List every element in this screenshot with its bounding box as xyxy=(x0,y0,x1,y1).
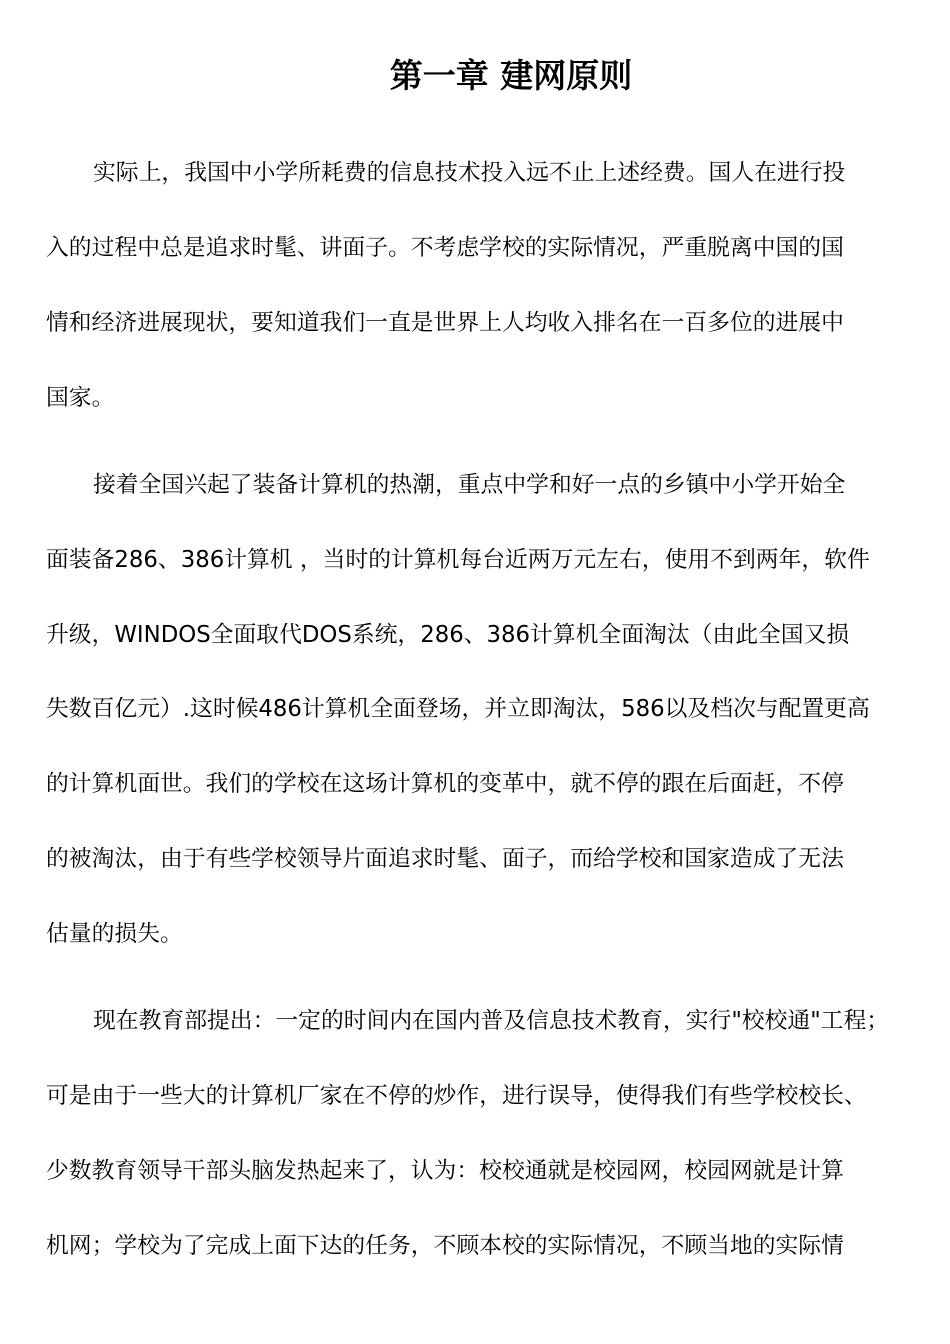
paragraph-2-line-5: 的计算机面世。我们的学校在这场计算机的变革中，就不停的跟在后面赶，不停 xyxy=(46,771,844,797)
paragraph-2-line-1: 接着全国兴起了装备计算机的热潮，重点中学和好一点的乡镇中小学开始全 xyxy=(93,472,846,498)
paragraph-3-line-4: 机网；学校为了完成上面下达的任务，不顾本校的实际情况，不顾当地的实际情 xyxy=(46,1233,844,1259)
paragraph-2-line-4: 失数百亿元）.这时候486计算机全面登场，并立即淘汰，586以及档次与配置更高 xyxy=(46,696,870,722)
paragraph-3-line-1: 现在教育部提出：一定的时间内在国内普及信息技术教育，实行"校校通"工程； xyxy=(93,1008,890,1034)
paragraph-3-line-2: 可是由于一些大的计算机厂家在不停的炒作，进行误导，使得我们有些学校校长、 xyxy=(46,1083,867,1109)
paragraph-3-line-3: 少数教育领导干部头脑发热起来了，认为：校校通就是校园网，校园网就是计算 xyxy=(46,1158,844,1184)
paragraph-2-line-6: 的被淘汰，由于有些学校领导片面追求时髦、面子，而给学校和国家造成了无法 xyxy=(46,846,844,872)
paragraph-2-line-3: 升级，WINDOS全面取代DOS系统，286、386计算机全面淘汰（由此全国又损 xyxy=(46,622,850,648)
paragraph-1-line-4: 国家。 xyxy=(46,385,115,411)
paragraph-2-line-2: 面装备286、386计算机 ，当时的计算机每台近两万元左右，使用不到两年，软件 xyxy=(46,547,870,573)
chapter-title: 第一章 建网原则 xyxy=(389,56,633,95)
paragraph-1-line-1: 实际上，我国中小学所耗费的信息技术投入远不止上述经费。国人在进行投 xyxy=(93,160,846,186)
paragraph-2-line-7: 估量的损失。 xyxy=(46,921,183,947)
paragraph-1-line-2: 入的过程中总是追求时髦、讲面子。不考虑学校的实际情况，严重脱离中国的国 xyxy=(46,235,844,261)
paragraph-1-line-3: 情和经济进展现状，要知道我们一直是世界上人均收入排名在一百多位的进展中 xyxy=(46,310,844,336)
